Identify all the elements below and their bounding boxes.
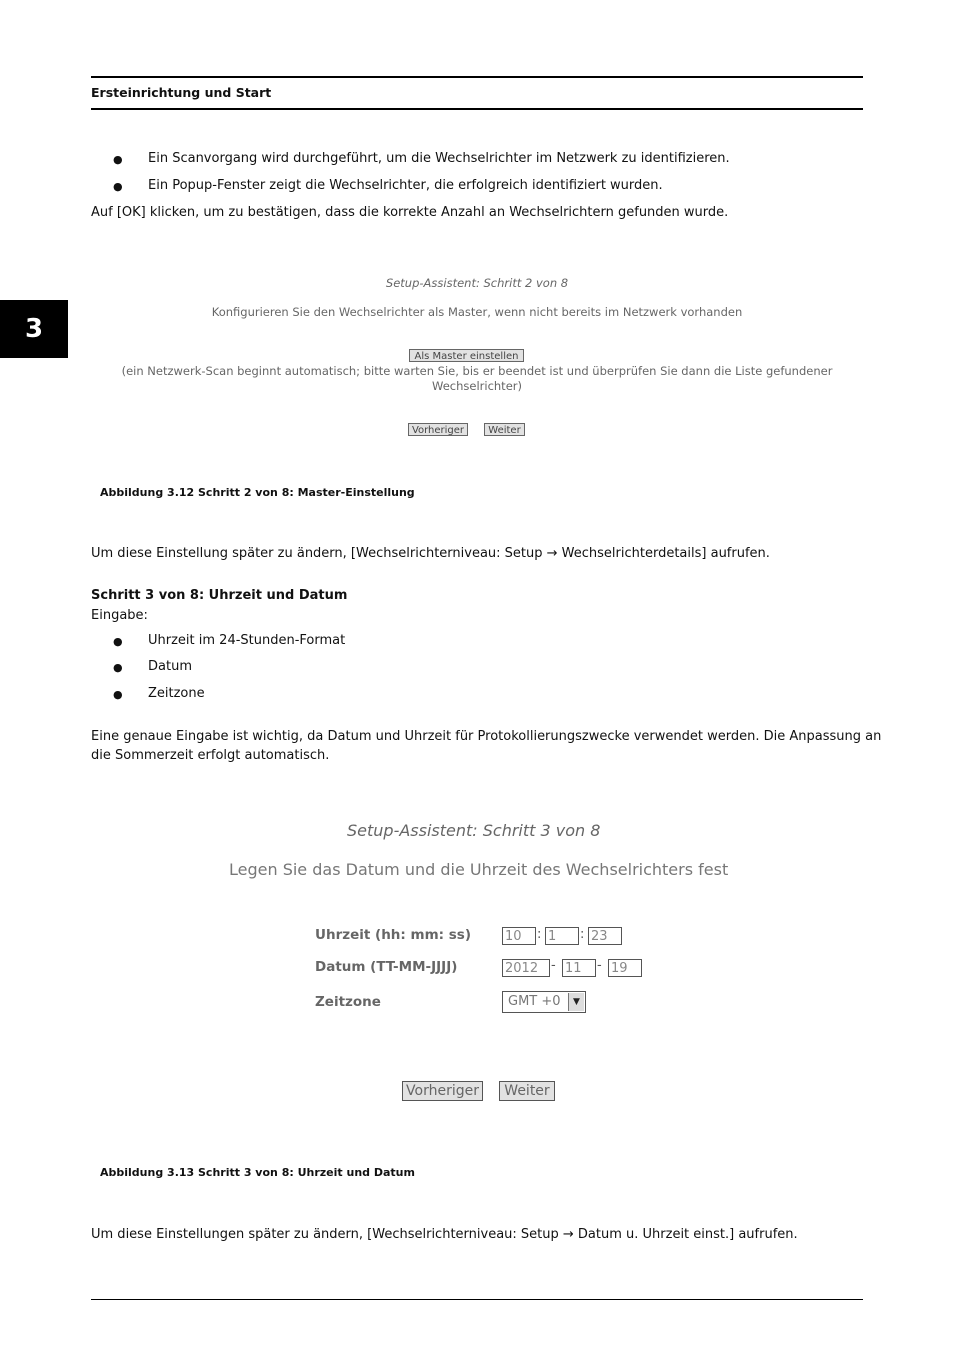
step3-paragraph-line1: Eine genaue Eingabe ist wichtig, da Datum und Uhrzeit für Protokollierungszwecke verwendet werden. Die Anpassung an: [91, 729, 882, 744]
dropdown-arrow-icon[interactable]: ▼: [568, 993, 584, 1011]
time-hours-input[interactable]: 10: [502, 927, 536, 945]
step3-bullet-1: Uhrzeit im 24-Stunden-Format: [148, 633, 346, 648]
step3-paragraph-line2: die Sommerzeit erfolgt automatisch.: [91, 748, 330, 763]
header-top-rule: [91, 76, 863, 78]
time-minutes-input[interactable]: 1: [545, 927, 579, 945]
step3-heading: Schritt 3 von 8: Uhrzeit und Datum: [91, 588, 348, 603]
figure1-title: Setup-Assistent: Schritt 2 von 8: [385, 276, 569, 290]
timezone-select[interactable]: [502, 991, 586, 1013]
header-bottom-rule: [91, 108, 863, 110]
step3-bullet-3: Zeitzone: [148, 686, 205, 701]
date-year-input[interactable]: 2012: [502, 959, 550, 977]
footer-rule: [91, 1299, 863, 1300]
figure2-next-button[interactable]: Weiter: [499, 1081, 555, 1101]
date-day-input[interactable]: 19: [608, 959, 642, 977]
bullet-dot: ●: [113, 688, 123, 701]
change-text-1: Um diese Einstellung später zu ändern, [Wechselrichterniveau: Setup → Wechselrichterdetails] aufrufen.: [91, 546, 770, 561]
timezone-value: GMT +0: [508, 994, 561, 1009]
figure1-description: Konfigurieren Sie den Wechselrichter als Master, wenn nicht bereits im Netzwerk vorhanden: [211, 305, 743, 319]
intro-text: Auf [OK] klicken, um zu bestätigen, dass die korrekte Anzahl an Wechselrichtern gefunden wurde.: [91, 205, 729, 220]
figure1-previous-button[interactable]: Vorheriger: [408, 423, 468, 436]
figure1-next-button[interactable]: Weiter: [484, 423, 525, 436]
timezone-label: Zeitzone: [315, 994, 381, 1010]
bullet-dot: ●: [113, 635, 123, 648]
figure2-description: Legen Sie das Datum und die Uhrzeit des Wechselrichters fest: [229, 860, 729, 879]
figure2-previous-button[interactable]: Vorheriger: [402, 1081, 483, 1101]
chapter-tab: 3: [0, 300, 68, 358]
step3-bullet-2: Datum: [148, 659, 192, 674]
page-header-title: Ersteinrichtung und Start: [91, 85, 272, 100]
bullet-dot: ●: [113, 180, 123, 193]
set-master-button[interactable]: Als Master einstellen: [409, 349, 524, 362]
intro-bullet-1: Ein Scanvorgang wird durchgeführt, um die Wechselrichter im Netzwerk zu identifizieren.: [148, 151, 730, 166]
bullet-dot: ●: [113, 661, 123, 674]
figure1-note-line1: (ein Netzwerk-Scan beginnt automatisch; bitte warten Sie, bis er beendet ist und überprüfen Sie dann die Liste gefundener: [121, 364, 833, 378]
date-separator: -: [551, 958, 556, 973]
date-month-input[interactable]: 11: [562, 959, 596, 977]
bullet-dot: ●: [113, 153, 123, 166]
time-separator: :: [537, 927, 542, 942]
time-separator: :: [580, 927, 585, 942]
figure1-note-line2: Wechselrichter): [432, 379, 522, 393]
figure1-caption: Abbildung 3.12 Schritt 2 von 8: Master-Einstellung: [100, 486, 415, 499]
date-label: Datum (TT-MM-JJJJ): [315, 959, 458, 975]
figure2-caption: Abbildung 3.13 Schritt 3 von 8: Uhrzeit und Datum: [100, 1166, 415, 1179]
step3-input-label: Eingabe:: [91, 608, 148, 623]
figure2-title: Setup-Assistent: Schritt 3 von 8: [347, 821, 601, 840]
date-separator: -: [597, 958, 602, 973]
change-text-2: Um diese Einstellungen später zu ändern, [Wechselrichterniveau: Setup → Datum u. Uhrzeit einst.] aufrufen.: [91, 1227, 798, 1242]
intro-bullet-2: Ein Popup-Fenster zeigt die Wechselrichter, die erfolgreich identifiziert wurden.: [148, 178, 663, 193]
time-seconds-input[interactable]: 23: [588, 927, 622, 945]
time-label: Uhrzeit (hh: mm: ss): [315, 927, 471, 943]
